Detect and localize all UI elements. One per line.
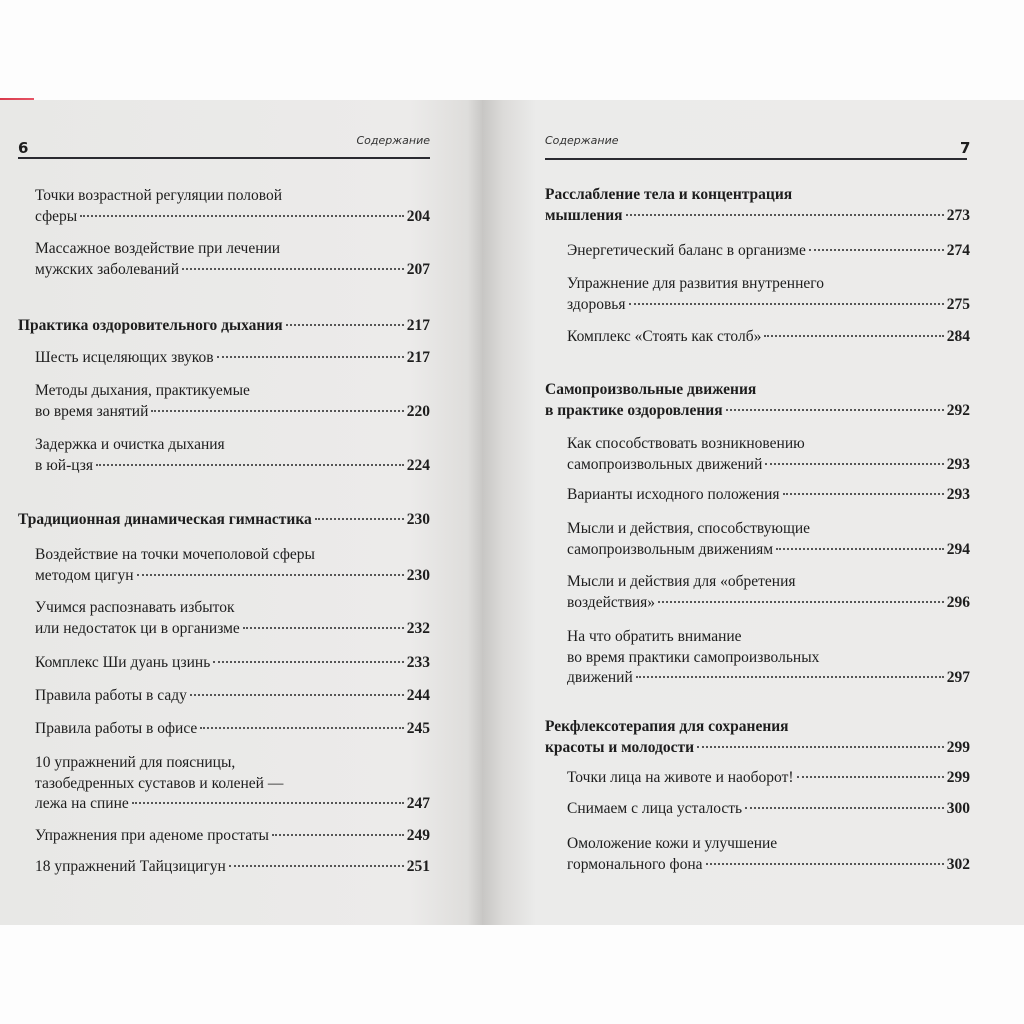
entry-title-line: Точки лица на животе и наоборот!: [567, 769, 794, 786]
toc-section-entry: [567, 834, 970, 875]
entry-title-line: во время занятий: [35, 402, 149, 420]
entry-title-line: или недостаток ци в организме: [35, 619, 240, 637]
toc-section-entry: [35, 719, 430, 740]
left-header-rule: [18, 157, 430, 159]
left-page-number: 6: [18, 139, 29, 157]
entry-page-number: 294: [946, 540, 970, 558]
dot-leader: [137, 574, 404, 576]
entry-page-number: 296: [946, 593, 970, 611]
entry-page-number: 230: [406, 566, 430, 584]
entry-page-number: 247: [406, 795, 430, 812]
right-page-number: 7: [960, 139, 971, 157]
entry-title-line: Мысли и действия, способствующие: [567, 520, 811, 537]
toc-section-entry: [567, 519, 970, 560]
entry-page-number: 251: [406, 858, 430, 875]
toc-section-entry: [567, 434, 970, 475]
entry-page-number: 204: [406, 207, 430, 225]
entry-title-line: гормонального фона: [567, 855, 703, 873]
entry-title-line: красоты и молодости: [545, 738, 695, 756]
entry-title-line: самопроизвольных движений: [567, 455, 763, 473]
entry-page-number: 207: [406, 260, 430, 278]
dot-leader: [243, 627, 404, 629]
entry-title-line: во время практики самопроизвольных: [567, 648, 820, 666]
dot-leader: [697, 746, 944, 748]
entry-title-line: в юй-цзя: [35, 456, 93, 474]
right-running-title: Содержание: [545, 134, 619, 147]
toc-chapter-entry: [545, 185, 970, 226]
dot-leader: [286, 324, 404, 326]
entry-page-number: 217: [406, 317, 430, 334]
entry-page-number: 232: [406, 619, 430, 637]
entry-title-line: Традиционная динамическая гимнастика: [18, 511, 312, 528]
entry-title-line: Упражнение для развития внутреннего: [567, 275, 824, 292]
entry-title-line: сферы: [35, 207, 78, 225]
entry-title-line: Варианты исходного положения: [567, 486, 780, 503]
dot-leader: [765, 463, 943, 465]
toc-section-entry: [35, 857, 430, 878]
dot-leader: [745, 807, 944, 809]
toc-section-entry: [35, 826, 430, 847]
entry-title-line: 10 упражнений для поясницы,: [35, 754, 236, 771]
dot-leader: [783, 493, 944, 495]
toc-section-entry: [35, 381, 430, 422]
entry-page-number: 299: [946, 738, 970, 756]
entry-title-line: мышления: [545, 206, 623, 224]
entry-title-line: тазобедренных суставов и коленей —: [35, 774, 284, 792]
toc-chapter-entry: [545, 717, 970, 758]
dot-leader: [626, 214, 944, 216]
toc-section-entry: [35, 598, 430, 639]
entry-page-number: 274: [946, 242, 970, 259]
toc-section-entry: [567, 274, 970, 315]
entry-page-number: 300: [946, 800, 970, 817]
entry-page-number: 273: [946, 206, 970, 224]
dot-leader: [132, 802, 404, 804]
toc-section-entry: [567, 327, 970, 348]
entry-page-number: 249: [406, 827, 430, 844]
entry-page-number: 220: [406, 402, 430, 420]
entry-title-line: воздействия»: [567, 593, 656, 611]
entry-page-number: 230: [406, 511, 430, 528]
entry-title-line: Воздействие на точки мочеполовой сферы: [35, 546, 315, 563]
entry-title-line: Практика оздоровительного дыхания: [18, 317, 283, 334]
entry-page-number: 217: [406, 349, 430, 366]
entry-title-line: Точки возрастной регуляции половой: [35, 187, 282, 204]
entry-title-line: Правила работы в саду: [35, 687, 187, 704]
entry-title-line: Упражнения при аденоме простаты: [35, 827, 269, 844]
toc-section-entry: [567, 768, 970, 789]
entry-title-line: лежа на спине: [35, 795, 129, 812]
dot-leader: [200, 727, 403, 729]
toc-section-entry: [35, 186, 430, 227]
entry-page-number: 244: [406, 687, 430, 704]
entry-page-number: 299: [946, 769, 970, 786]
entry-title-line: самопроизвольным движениям: [567, 540, 774, 558]
entry-title-line: мужских заболеваний: [35, 260, 180, 278]
dot-leader: [726, 409, 944, 411]
toc-section-entry: [35, 686, 430, 707]
entry-page-number: 245: [406, 720, 430, 737]
entry-title-line: Правила работы в офисе: [35, 720, 198, 737]
dot-leader: [764, 335, 943, 337]
entry-title-line: Самопроизвольные движения: [545, 381, 757, 398]
dot-leader: [151, 410, 403, 412]
entry-page-number: 292: [946, 401, 970, 419]
dot-leader: [213, 661, 403, 663]
dot-leader: [315, 518, 404, 520]
dot-leader: [229, 865, 404, 867]
toc-section-entry: [567, 627, 970, 689]
left-running-title: Содержание: [356, 134, 430, 147]
toc-section-entry: [35, 653, 430, 674]
dot-leader: [80, 215, 404, 217]
entry-title-line: Как способствовать возникновению: [567, 435, 805, 452]
dot-leader: [797, 776, 944, 778]
right-header-rule: [545, 158, 967, 160]
toc-section-entry: [35, 753, 430, 815]
entry-page-number: 293: [946, 455, 970, 473]
entry-page-number: 297: [946, 669, 970, 686]
entry-title-line: Рекфлексотерапия для сохранения: [545, 718, 789, 735]
dot-leader: [809, 249, 944, 251]
entry-title-line: Мысли и действия для «обретения: [567, 573, 796, 590]
dot-leader: [272, 834, 404, 836]
entry-page-number: 293: [946, 486, 970, 503]
entry-page-number: 275: [946, 295, 970, 313]
entry-title-line: в практике оздоровления: [545, 401, 723, 419]
dot-leader: [706, 863, 944, 865]
entry-page-number: 224: [406, 456, 430, 474]
entry-title-line: Задержка и очистка дыхания: [35, 436, 225, 453]
entry-title-line: 18 упражнений Тайцзицигун: [35, 858, 226, 875]
entry-title-line: Шесть исцеляющих звуков: [35, 349, 214, 366]
dot-leader: [636, 676, 944, 678]
entry-title-line: Учимся распознавать избыток: [35, 599, 235, 616]
dot-leader: [658, 601, 944, 603]
entry-title-line: На что обратить внимание: [567, 628, 742, 645]
entry-title-line: Энергетический баланс в организме: [567, 242, 806, 259]
entry-title-line: здоровья: [567, 295, 626, 313]
entry-title-line: Массажное воздействие при лечении: [35, 240, 281, 257]
toc-chapter-entry: [18, 510, 430, 531]
entry-page-number: 233: [406, 654, 430, 671]
toc-section-entry: [567, 572, 970, 613]
entry-title-line: методом цигун: [35, 566, 134, 584]
toc-section-entry: [35, 348, 430, 369]
toc-section-entry: [35, 545, 430, 586]
toc-chapter-entry: [545, 380, 970, 421]
dot-leader: [217, 356, 404, 358]
dot-leader: [182, 268, 404, 270]
entry-title-line: Комплекс «Стоять как столб»: [567, 328, 762, 345]
entry-title-line: Расслабление тела и концентрация: [545, 186, 793, 203]
toc-section-entry: [567, 485, 970, 506]
dot-leader: [776, 548, 944, 550]
entry-page-number: 284: [946, 328, 970, 345]
entry-title-line: движений: [567, 669, 633, 686]
entry-title-line: Методы дыхания, практикуемые: [35, 382, 250, 399]
entry-title-line: Снимаем с лица усталость: [567, 800, 743, 817]
dot-leader: [629, 303, 944, 305]
entry-title-line: Омоложение кожи и улучшение: [567, 835, 778, 852]
toc-section-entry: [567, 241, 970, 262]
toc-section-entry: [35, 239, 430, 280]
entry-title-line: Комплекс Ши дуань цзинь: [35, 654, 211, 671]
dot-leader: [190, 694, 404, 696]
toc-chapter-entry: [18, 316, 430, 337]
toc-section-entry: [567, 799, 970, 820]
toc-section-entry: [35, 435, 430, 476]
dot-leader: [96, 464, 404, 466]
entry-page-number: 302: [946, 855, 970, 873]
